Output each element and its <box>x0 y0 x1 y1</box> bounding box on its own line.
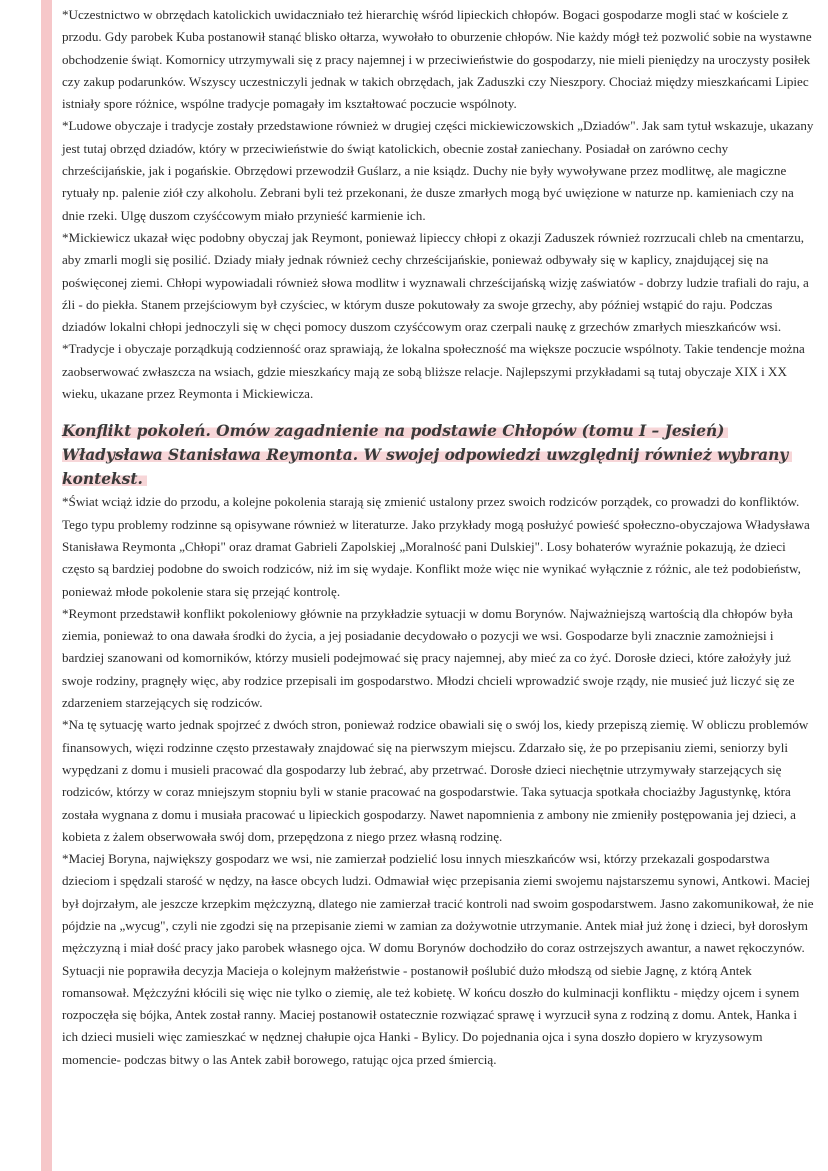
document-page <box>62 4 814 1071</box>
paragraph-intro-conflict: *Świat wciąż idzie do przodu, a kolejne pokolenia starają się zmienić ustalony przez swoich rodziców porządek, co prowadzi do konfliktów. Tego typu problemy rodzinne są opisywane również w literaturze. Jako przykłady mogą posłużyć powieść społeczno-obyczajowa Władysława Stanisława Reymonta „Chłopi" oraz dramat Gabrieli Zapolskiej „Moralność pani Dulskiej". Losy bohaterów wyraźnie pokazują, że dzieci często są bardziej podobne do swoich rodziców, niż im się wydaje. Konflikt może więc nie wynikać wyłącznie z różnic, ale też podobieństw, ponieważ młode pokolenie stara się przejąć kontrolę. <box>62 494 810 599</box>
paragraph-boryna-household: *Reymont przedstawił konflikt pokoleniowy głównie na przykładzie sytuacji w domu Borynów. Najważniejszą wartością dla chłopów była ziemia, ponieważ to ona dawała środki do życia, a jej posiadanie decydowało o pozycji we wsi. Gospodarze byli znacznie zamożniejsi i bardziej szanowani od komorników, którzy musieli podejmować się pracy najemnej, aby mieć za co żyć. Dorosłe dzieci, które założyły już swoje rodziny, pragnęły więc, aby rodzice przepisali im gospodarstwo. Młodzi chcieli wprowadzić swoje rządy, nie musieć już liczyć się ze zdarzeniem starzejących się rodziców. <box>62 605 795 711</box>
paragraph-mickiewicz-comparison: *Mickiewicz ukazał więc podobny obyczaj jak Reymont, ponieważ lipieccy chłopi z okazji Zaduszek również rozrzucali chleb na cmentarzu, aby zmarli mogli się posilić. Dziady miały jednak również cechy chrześcijańskie, ponieważ odbywały się w kaplicy, znajdującej się na poświęconej ziemi. Chłopi wypowiadali również słowa modlitw i wyznawali chrześcijańską wizję zaświatów - dobrzy ludzie trafiali do raju, a źli - do piekła. Stanem przejściowym był czyściec, w którym dusze pokutowały za swoje grzechy, aby później wstąpić do raju. Podczas dziadów lokalni chłopi jednoczyli się w chęci pomocy duszom czyśćcowym oraz czerpali naukę z grzechów zmarłych mieszkańców wsi. <box>62 229 809 335</box>
paragraph-dziady-rite: *Ludowe obyczaje i tradycje zostały przedstawione również w drugiej części mickiewiczowskich „Dziadów". Jak sam tytuł wskazuje, ukazany jest tutaj obrzęd dziadów, który w przeciwieństwie do świąt katolickich, obecnie został zaniechany. Posiadał on zarówno cechy chrześcijańskie, jak i pogańskie. Obrzędowi przewodził Guślarz, a nie ksiądz. Duchy nie były wywoływane przez modlitwę, ale magiczne rytuały np. palenie ziół czy alkoholu. Zebrani byli też przekonani, że dusze zmarłych mogą być uwięzione w naturze np. kamieniach czy na dnie rzeki. Ulgę duszom czyśćcowym miało przynieść karmienie ich. <box>62 118 814 223</box>
paragraph-two-perspectives: *Na tę sytuację warto jednak spojrzeć z dwóch stron, ponieważ rodzice obawiali się o swój los, kiedy przepiszą ziemię. W obliczu problemów finansowych, więzi rodzinne często przestawały znajdować się na pierwszym miejscu. Zdarzało się, że po przepisaniu ziemi, seniorzy byli wypędzani z domu i musieli pracować dla gospodarzy lub żebrać, aby przetrwać. Dorosłe dzieci niechętnie utrzymywały starzejących się rodziców, którzy w coraz mniejszym stopniu byli w stanie pracować na gospodarstwie. Taka sytuacja spotkała chociażby Jagustynkę, która została wygnana z domu i musiała pracować u lipieckich gospodarzy. Nawet napomnienia z ambony nie zmieniły postępowania jej dzieci, a kobieta z żalem obserwowała swój dom, przepędzona z niego przez własną rodzinę. <box>62 717 809 844</box>
paragraph-maciej-boryna: *Maciej Boryna, największy gospodarz we wsi, nie zamierzał podzielić losu innych mieszkańców wsi, którzy przekazali gospodarstwa dzieciom i spędzali starość w nędzy, na łasce obcych ludzi. Odmawiał więc przepisania ziemi swojemu najstarszemu synowi, Antkowi. Maciej był dojrzałym, ale jeszcze krzepkim mężczyzną, dlatego nie zamierzał tracić kontroli nad swoim gospodarstwem. Jasno zakomunikował, że nie pójdzie na „wycug", czyli nie zgodzi się na przepisanie ziemi w zamian za dożywotnie utrzymanie. Antek miał już żonę i dzieci, był dorosłym mężczyzną i miał dość pracy jako parobek własnego ojca. W domu Borynów dochodziło do coraz ostrzejszych awantur, a nawet rękoczynów. Sytuacji nie poprawiła decyzja Macieja o kolejnym małżeństwie - postanowił poślubić dużo młodszą od siebie Jagnę, z którą Antek romansował. Mężczyźni kłócili się więc nie tylko o ziemię, ale też kobietę. W końcu doszło do kulminacji konfliktu - między ojcem i synem rozpoczęła się bójka, Antek został ranny. Maciej postanowił ostatecznie rozwiązać sprawę i wyrzucił syna z rodziną z domu. Antek, Hanka i ich dzieci musieli więc zamieszkać w nędznej chałupie ojca Hanki - Bylicy. Do pojednania ojca i syna doszło dopiero w kryzysowym momencie- podczas bitwy o las Antek zabił borowego, ratując ojca przed śmiercią. <box>62 851 814 1067</box>
heading-highlight: Konflikt pokoleń. Omów zagadnienie na podstawie Chłopów (tomu I – Jesień) Władysława Stanisława Reymonta. W swojej odpowiedzi uwzględnij również wybrany kontekst. <box>62 422 792 488</box>
paragraph-traditions-conclusion: *Tradycje i obyczaje porządkują codzienność oraz sprawiają, że lokalna społeczność ma większe poczucie wspólnoty. Takie tendencje można zaobserwować zwłaszcza na wsiach, gdzie mieszkańcy mają ze sobą bliższe relacje. Najlepszymi przykładami są tutaj obyczaje XIX i XX wieku, ukazane przez Reymonta i Mickiewicza. <box>62 341 805 402</box>
paragraph-rituals-hierarchy: *Uczestnictwo w obrzędach katolickich uwidaczniało też hierarchię wśród lipieckich chłopów. Bogaci gospodarze mogli stać w kościele z przodu. Gdy parobek Kuba postanowił stanąć blisko ołtarza, wywołało to oburzenie chłopów. Nie każdy mógł też pozwolić sobie na wystawne obchodzenie świąt. Komornicy utrzymywali się z pracy najemnej i w przeciwieństwie do gospodarzy, nie mieli pieniędzy na uroczysty posiłek czy zakup podarunków. Wszyscy uczestniczyli jednak w takich obrzędach, jak Zaduszki czy Nieszpory. Chociaż między mieszkańcami Lipiec istniały spore różnice, wspólne tradycje pomagały im kształtować poczucie wspólnoty. <box>62 7 812 112</box>
left-margin-rule <box>41 0 52 1171</box>
section-heading-generation-conflict <box>62 419 814 491</box>
